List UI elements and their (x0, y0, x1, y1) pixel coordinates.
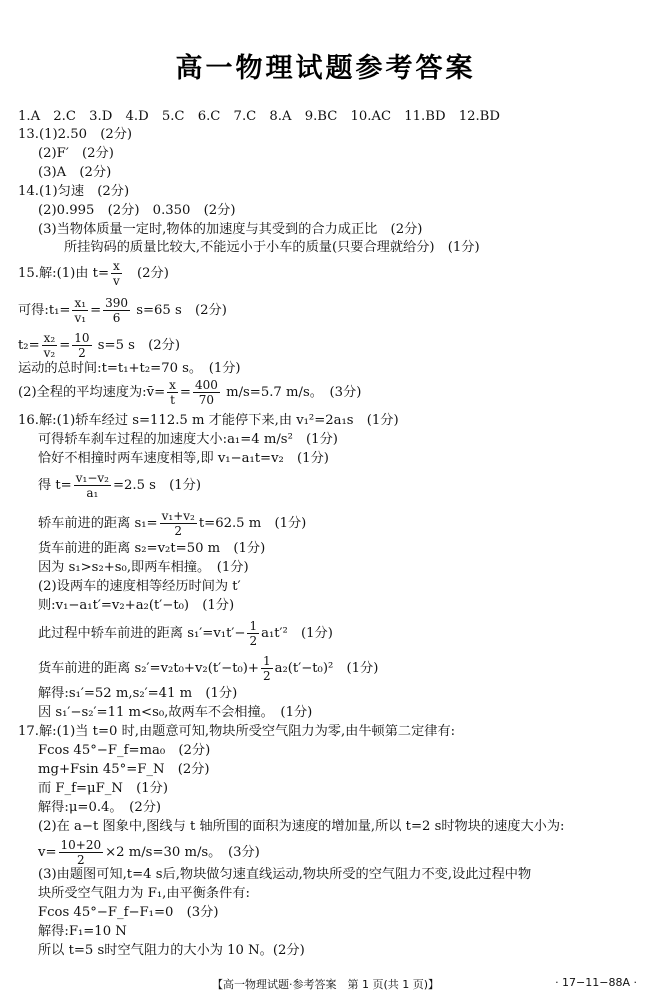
q13-line2: (2)F′ (2分) (38, 146, 114, 161)
page-title: 高一物理试题参考答案 (175, 53, 476, 84)
footer-code: · 17−11−88A · (555, 976, 637, 989)
q13-line3: (3)A (2分) (38, 165, 112, 180)
q15-l2-fraction2 (103, 297, 130, 324)
q15-l1-fraction (111, 260, 122, 287)
q16-l4-num: v₁−v₂ (75, 471, 109, 485)
q15-line3 (18, 332, 180, 359)
q15-l2-tail: s=65 s (2分) (132, 303, 227, 318)
q13-line1: 13.(1)2.50 (2分) (18, 127, 133, 142)
q15-l1-tail: (2分) (123, 266, 169, 281)
q17-l7-num: 10+20 (60, 838, 102, 852)
footer-page-info: 【高一物理试题·参考答案 第 1 页(共 1 页)】 (211, 978, 440, 991)
q15-l5-tail: m/s=5.7 m/s。 (3分) (221, 385, 362, 400)
q17-l7-fraction (59, 839, 104, 866)
q15-line2 (18, 297, 227, 324)
q15-l2-equals: = (90, 303, 102, 318)
q16-line7: 因为 s₁>s₂+s₀,即两车相撞。 (1分) (38, 560, 249, 575)
q15-l5-den2: 70 (198, 393, 215, 407)
q15-l2-text: 可得:t₁= (18, 303, 71, 318)
q16-l10-num: 1 (249, 619, 258, 633)
mc-answers: 1.A 2.C 3.D 4.D 5.C 6.C 7.C 8.A 9.BC 10.AC 11.BD 12.BD (18, 109, 500, 124)
q17-line11: 解得:F₁=10 N (38, 924, 127, 939)
q15-l5-fraction2 (193, 379, 220, 406)
q15-l1-text: 15.解:(1)由 t= (18, 266, 110, 281)
q16-l11-tail: a₂(t′−t₀)² (1分) (274, 661, 379, 676)
q14-line1: 14.(1)匀速 (2分) (18, 184, 130, 199)
q16-l10-tail: a₁t′² (1分) (261, 626, 333, 641)
q15-l3-fraction2 (72, 332, 91, 359)
q15-l3-num1: x₂ (42, 332, 58, 346)
q15-line4: 运动的总时间:t=t₁+t₂=70 s。 (1分) (18, 361, 241, 376)
q14-line3: (3)当物体质量一定时,物体的加速度与其受到的合力成正比 (2分) (38, 222, 423, 237)
q15-l1-numerator: x (113, 259, 120, 273)
q15-line1 (18, 260, 169, 287)
q16-l10-den: 2 (249, 634, 258, 648)
q17-line12: 所以 t=5 s时空气阻力的大小为 10 N。(2分) (38, 943, 305, 958)
q16-line3: 恰好不相撞时两车速度相等,即 v₁−a₁t=v₂ (1分) (38, 451, 329, 466)
q15-l5-equals: = (179, 385, 191, 400)
q15-l5-num1: x (169, 378, 176, 392)
q16-l11-text: 货车前进的距离 s₂′=v₂t₀+v₂(t′−t₀)+ (38, 661, 259, 676)
q16-l4-den: a₁ (86, 486, 99, 500)
q15-l3-den1: v₂ (43, 346, 56, 360)
q16-l5-text: 轿车前进的距离 s₁= (38, 516, 158, 531)
q16-line6: 货车前进的距离 s₂=v₂t=50 m (1分) (38, 541, 266, 556)
q16-l11-fraction (261, 655, 273, 682)
q15-line5 (18, 379, 361, 406)
q15-l3-den2: 2 (78, 346, 86, 360)
q16-line12: 解得:s₁′=52 m,s₂′=41 m (1分) (38, 686, 238, 701)
q14-line4: 所挂钩码的质量比较大,不能远小于小车的质量(只要合理就给分) (1分) (64, 240, 480, 255)
q15-l2-num1: x₁ (72, 297, 88, 311)
q16-l4-text: 得 t= (38, 478, 72, 493)
q17-line5: 解得:μ=0.4。 (2分) (38, 800, 162, 815)
q15-l3-text: t₂= (18, 338, 40, 353)
q16-l10-fraction (247, 620, 259, 647)
q16-line8: (2)设两车的速度相等经历时间为 t′ (38, 579, 241, 594)
q16-l5-num: v₁+v₂ (161, 509, 195, 523)
q15-l2-den2: 6 (112, 311, 121, 325)
q15-l5-num2: 400 (194, 378, 218, 392)
q15-l2-fraction1 (72, 297, 88, 324)
q16-l4-fraction (74, 472, 111, 499)
q15-l3-num2: 10 (74, 331, 90, 345)
q16-l11-den: 2 (262, 669, 271, 683)
q16-l5-den: 2 (174, 524, 183, 538)
q17-l7-den: 2 (76, 853, 85, 867)
q15-l5-fraction1 (167, 379, 178, 406)
q16-line9: 则:v₁−a₁t′=v₂+a₂(t′−t₀) (1分) (38, 598, 235, 613)
q17-line7 (38, 839, 260, 866)
q14-line2: (2)0.995 (2分) 0.350 (2分) (38, 203, 236, 218)
q17-line8: (3)由题图可知,t=4 s后,物块做匀速直线运动,物块所受的空气阻力不变,设此过程中物 (38, 867, 532, 882)
q15-l3-tail: s=5 s (2分) (93, 338, 180, 353)
q15-l2-num2: 390 (105, 296, 129, 310)
q16-line10 (38, 620, 333, 647)
q16-line13: 因 s₁′−s₂′=11 m<s₀,故两车不会相撞。 (1分) (38, 705, 313, 720)
q16-line1: 16.解:(1)轿车经过 s=112.5 m 才能停下来,由 v₁²=2a₁s (1分) (18, 413, 399, 428)
q17-line9: 块所受空气阻力为 F₁,由平衡条件有: (38, 886, 250, 901)
q17-line4: 而 F_f=μF_N (1分) (38, 781, 168, 796)
q17-line2: Fcos 45°−F_f=ma₀ (2分) (38, 743, 211, 758)
q17-l7-tail: ×2 m/s=30 m/s。 (3分) (105, 845, 260, 860)
q17-line6: (2)在 a−t 图象中,图线与 t 轴所围的面积为速度的增加量,所以 t=2 s时物块的速度大小为: (38, 819, 565, 834)
q16-l4-tail: =2.5 s (1分) (112, 478, 202, 493)
q15-l5-text: (2)全程的平均速度为:v̄= (18, 385, 166, 400)
q16-l11-num: 1 (262, 654, 271, 668)
q17-l7-text: v= (38, 845, 57, 860)
q15-l3-fraction1 (42, 332, 58, 359)
q15-l3-equals: = (59, 338, 71, 353)
q15-l1-denominator: v (113, 274, 120, 288)
q16-line11 (38, 655, 378, 682)
q16-line5 (38, 510, 306, 537)
q16-line4 (38, 472, 201, 499)
q16-line2: 可得轿车刹车过程的加速度大小:a₁=4 m/s² (1分) (38, 432, 338, 447)
q16-l10-text: 此过程中轿车前进的距离 s₁′=v₁t′− (38, 626, 246, 641)
q15-l5-den1: t (170, 393, 175, 407)
q17-line1: 17.解:(1)当 t=0 时,由题意可知,物块所受空气阻力为零,由牛顿第二定律有: (18, 724, 456, 739)
q16-l5-fraction (160, 510, 197, 537)
q16-l5-tail: t=62.5 m (1分) (198, 516, 307, 531)
q15-l2-den1: v₁ (74, 311, 87, 325)
q17-line10: Fcos 45°−F_f−F₁=0 (3分) (38, 905, 219, 920)
q17-line3: mg+Fsin 45°=F_N (2分) (38, 762, 210, 777)
